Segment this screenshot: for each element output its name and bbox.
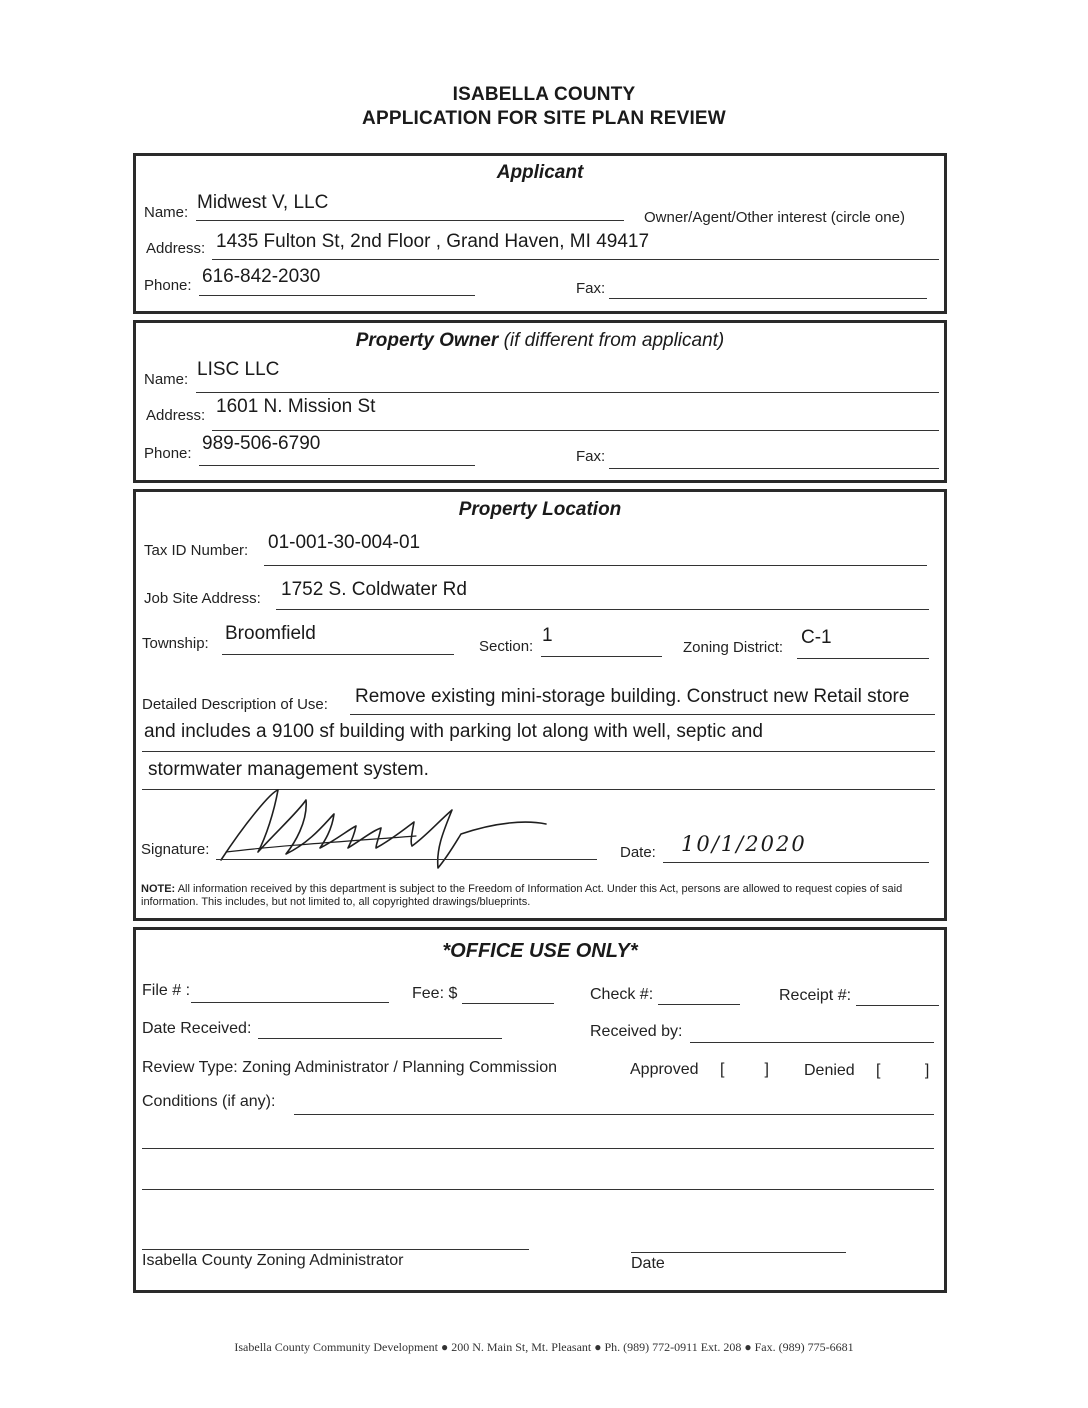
conditions-label: Conditions (if any):	[142, 1093, 276, 1110]
received-by-field[interactable]	[690, 1042, 934, 1043]
file-number-label: File # :	[142, 982, 191, 999]
description-line-3[interactable]: stormwater management system.	[148, 759, 429, 780]
received-by-label: Received by:	[590, 1023, 683, 1040]
administrator-date-label: Date	[631, 1255, 665, 1272]
signature-date-line	[663, 862, 929, 863]
denied-label: Denied	[804, 1062, 855, 1079]
owner-fax-line	[609, 468, 939, 469]
applicant-phone-line	[199, 295, 475, 296]
signature-date-field[interactable]: 10/1/2020	[681, 832, 807, 856]
form-title: APPLICATION FOR SITE PLAN REVIEW	[362, 108, 726, 129]
denied-checkbox[interactable]: [ ]	[876, 1062, 930, 1079]
zoning-district-field[interactable]: C-1	[801, 627, 832, 648]
location-section-title: Property Location	[458, 499, 622, 520]
tax-id-label: Tax ID Number:	[144, 542, 249, 559]
section-line	[541, 656, 662, 657]
receipt-number-label: Receipt #:	[779, 987, 852, 1004]
tax-id-line	[264, 565, 927, 566]
applicant-phone-label: Phone:	[144, 277, 192, 294]
owner-phone-label: Phone:	[144, 445, 192, 462]
file-number-field[interactable]	[191, 1002, 389, 1003]
signature-date-label: Date:	[620, 844, 656, 861]
owner-section-title: Property Owner	[355, 330, 499, 351]
foia-note	[141, 883, 941, 909]
township-label: Township:	[142, 635, 209, 652]
check-number-label: Check #:	[590, 986, 654, 1003]
fee-label: Fee: $	[412, 985, 458, 1002]
owner-section-subtitle: (if different from applicant)	[503, 330, 725, 351]
applicant-phone-field[interactable]: 616-842-2030	[202, 266, 321, 287]
owner-name-label: Name:	[144, 371, 189, 388]
administrator-signature-line[interactable]	[142, 1249, 529, 1250]
description-line-1[interactable]: Remove existing mini-storage building. Construct new Retail store	[355, 686, 910, 707]
approved-checkbox[interactable]: [ ]	[720, 1061, 769, 1078]
owner-fax-label: Fax:	[576, 448, 606, 465]
date-received-label: Date Received:	[142, 1020, 252, 1037]
review-type-label: Review Type: Zoning Administrator / Planning Commission	[142, 1059, 557, 1076]
section-label: Section:	[479, 638, 534, 655]
applicant-fax-line	[609, 298, 927, 299]
owner-phone-line	[199, 465, 475, 466]
applicant-address-field[interactable]: 1435 Fulton St, 2nd Floor , Grand Haven, MI 49417	[216, 231, 650, 252]
description-label: Detailed Description of Use:	[142, 696, 328, 713]
township-line	[222, 654, 454, 655]
owner-name-field[interactable]: LISC LLC	[197, 359, 280, 380]
conditions-line-2[interactable]	[142, 1148, 934, 1149]
date-received-field[interactable]	[258, 1038, 502, 1039]
approved-label: Approved	[630, 1061, 699, 1078]
administrator-label: Isabella County Zoning Administrator	[142, 1252, 404, 1269]
description-line-2[interactable]: and includes a 9100 sf building with parking lot along with well, septic and	[144, 721, 763, 742]
job-site-line	[276, 609, 929, 610]
location-section	[133, 489, 947, 921]
applicant-section-title: Applicant	[496, 162, 584, 183]
applicant-interest-label: Owner/Agent/Other interest (circle one)	[644, 209, 905, 226]
owner-name-line	[196, 392, 939, 393]
owner-address-field[interactable]: 1601 N. Mission St	[216, 396, 376, 417]
description-rule-1	[350, 714, 935, 715]
owner-address-line	[212, 430, 939, 431]
receipt-number-field[interactable]	[856, 1005, 939, 1006]
owner-address-label: Address:	[146, 407, 206, 424]
signature-line	[216, 859, 597, 860]
tax-id-field[interactable]: 01-001-30-004-01	[268, 532, 421, 553]
applicant-section	[133, 153, 947, 314]
applicant-name-label: Name:	[144, 204, 189, 221]
office-use-section	[133, 927, 947, 1293]
zoning-district-label: Zoning District:	[683, 639, 784, 656]
job-site-field[interactable]: 1752 S. Coldwater Rd	[281, 579, 467, 600]
fee-field[interactable]	[462, 1003, 554, 1004]
office-use-title: *OFFICE USE ONLY*	[442, 940, 638, 962]
signature-label: Signature:	[141, 841, 210, 858]
page-footer: Isabella County Community Development ● 200 N. Main St, Mt. Pleasant ● Ph. (989) 772-0911 Ext. 208 ● Fax. (989) 775-6681	[234, 1340, 854, 1354]
conditions-line-3[interactable]	[142, 1189, 934, 1190]
zoning-district-line	[797, 658, 929, 659]
conditions-line-1[interactable]	[294, 1114, 934, 1115]
township-field[interactable]: Broomfield	[225, 623, 316, 644]
owner-section-heading	[136, 330, 944, 352]
check-number-field[interactable]	[658, 1004, 740, 1005]
applicant-fax-label: Fax:	[576, 280, 606, 297]
applicant-name-line	[196, 220, 624, 221]
job-site-label: Job Site Address:	[144, 590, 261, 607]
applicant-address-line	[212, 259, 939, 260]
owner-section	[133, 320, 947, 483]
owner-phone-field[interactable]: 989-506-6790	[202, 433, 321, 454]
form-county-title: ISABELLA COUNTY	[452, 84, 636, 105]
description-rule-2	[142, 751, 935, 752]
applicant-address-label: Address:	[146, 240, 206, 257]
applicant-name-field[interactable]: Midwest V, LLC	[197, 192, 329, 213]
section-field[interactable]: 1	[542, 625, 553, 646]
foia-note-label: NOTE:	[141, 883, 176, 895]
foia-note-text: All information received by this department is subject to the Freedom of Information Act. Under this Act, persons are allowed to request copies of said information. This includes, but not limited to, all copyrighted drawings/blueprints.	[141, 883, 903, 908]
administrator-date-line[interactable]	[631, 1252, 846, 1253]
